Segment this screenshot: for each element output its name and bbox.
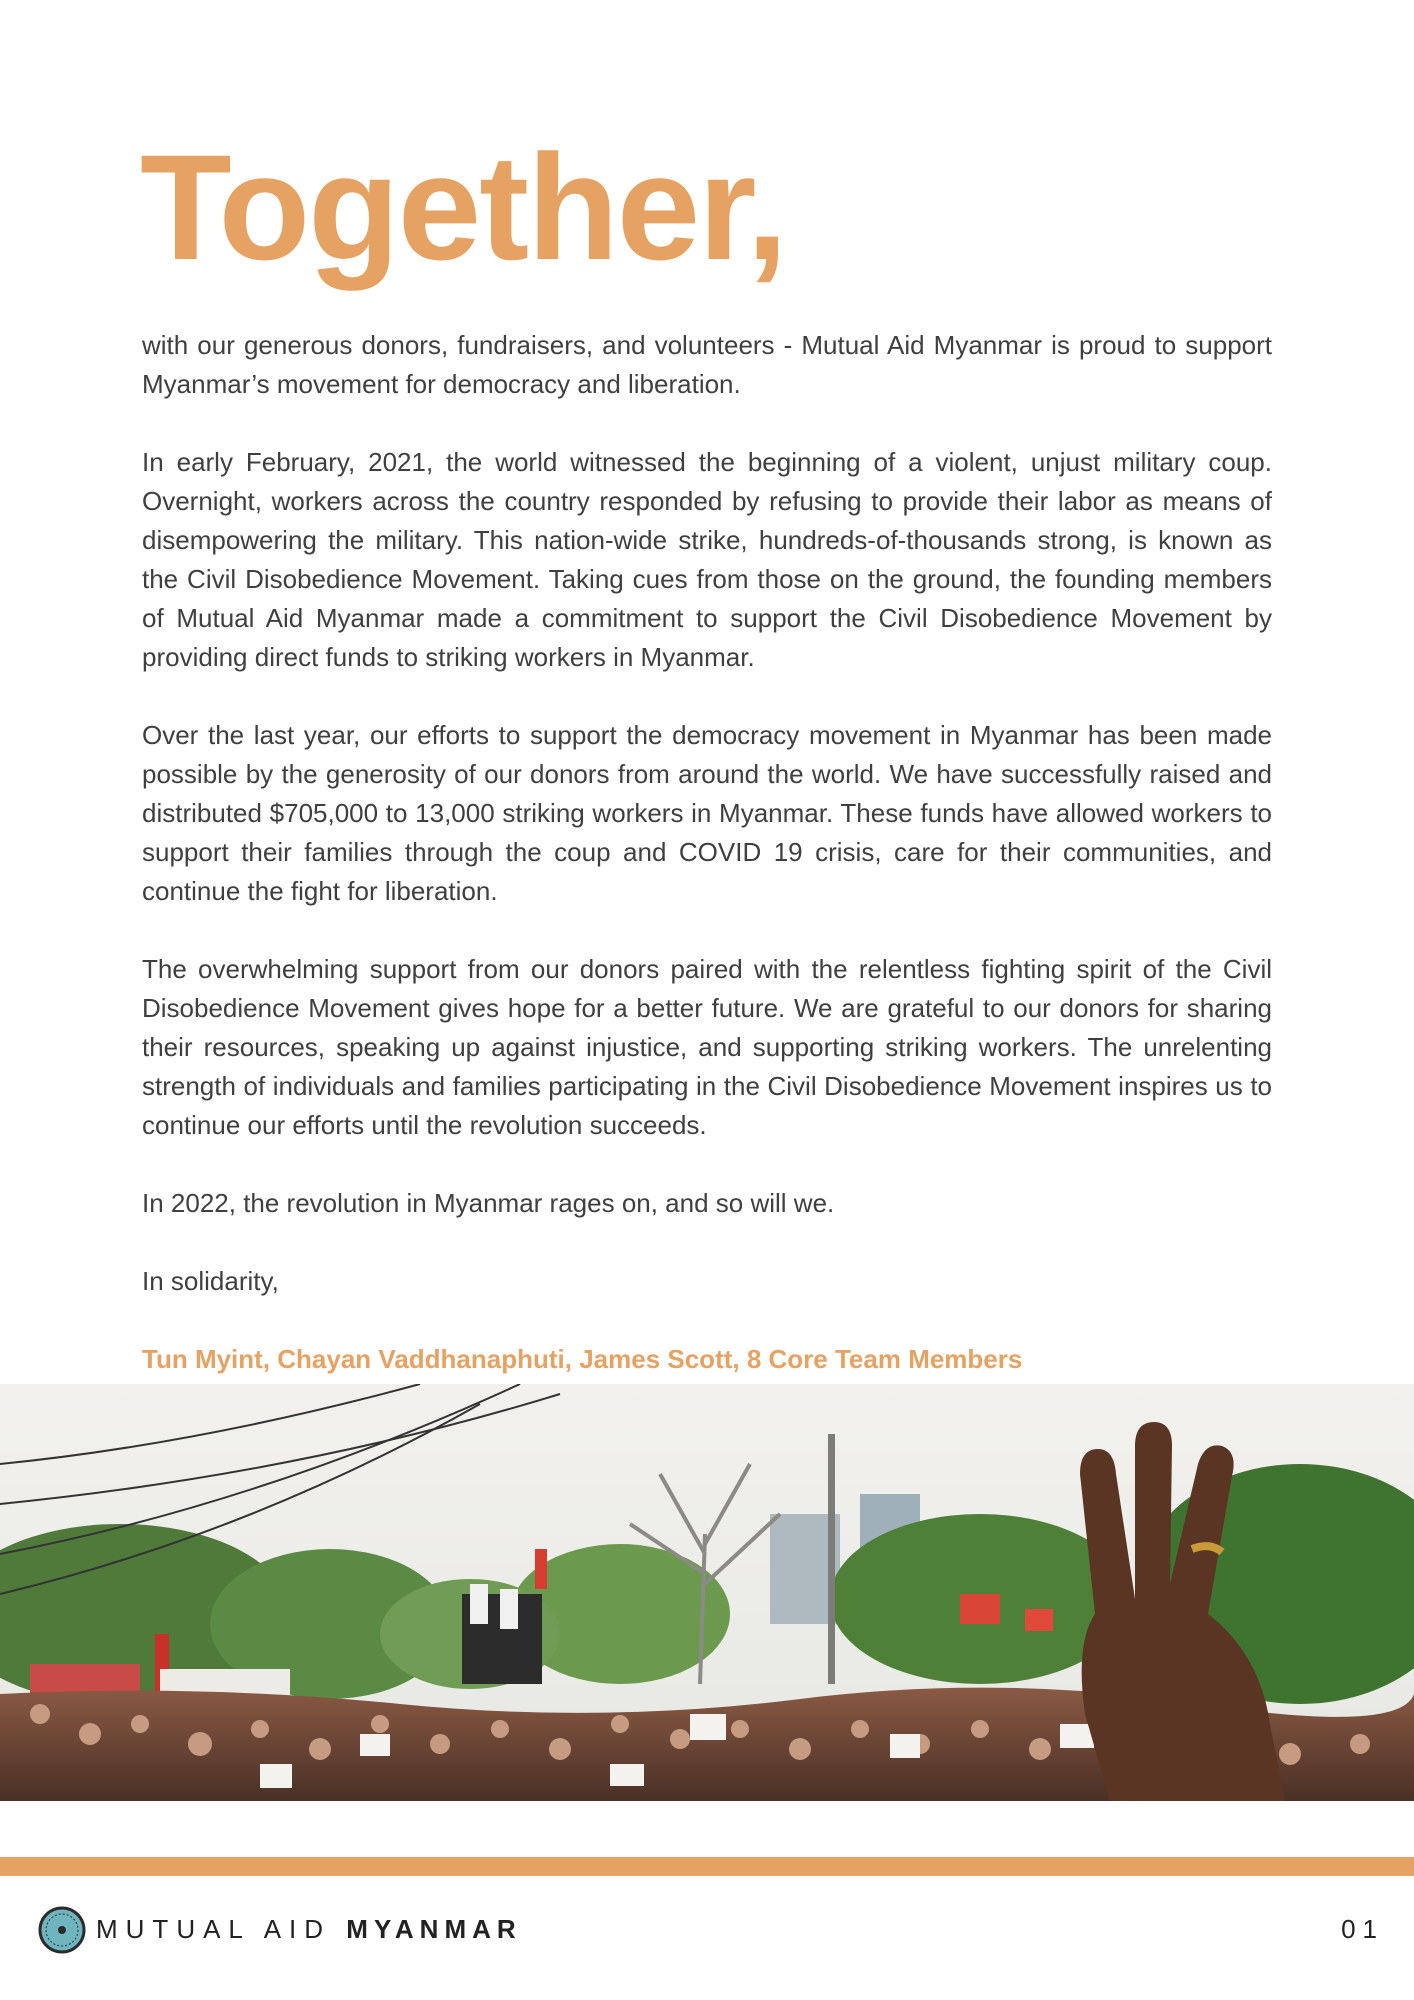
letter-body: [142, 326, 1272, 1418]
paragraph-gratitude: The overwhelming support from our donors paired with the relentless fighting spirit of the Civil Disobedience Movement gives hope for a better future. We are grateful to our donors for sharing their resources, speaking up against injustice, and supporting striking workers. The unrelenting strength of individuals and families participating in the Civil Disobedience Movement inspires us to continue our efforts until the revolution succeeds.: [142, 954, 1272, 1140]
paragraph-funds: Over the last year, our efforts to support the democracy movement in Myanmar has been made possible by the generosity of our donors from around the world. We have successfully raised and distributed $705,000 to 13,000 striking workers in Myanmar. These funds have allowed workers to support their families through the coup and COVID 19 crisis, care for their communities, and continue the fight for liberation.: [142, 720, 1272, 906]
mutual-aid-myanmar-logo-icon: [38, 1906, 86, 1954]
paragraph-intro: with our generous donors, fundraisers, and volunteers - Mutual Aid Myanmar is proud to support Myanmar’s movement for democracy and liberation.: [142, 330, 1272, 399]
headline: Together,: [140, 123, 786, 291]
page-number: 01: [1341, 1914, 1384, 1944]
brand-bold: MYANMAR: [346, 1914, 522, 1944]
signers: Tun Myint, Chayan Vaddhanaphuti, James Scott, 8 Core Team Members: [142, 1344, 1023, 1374]
paragraph-coup: In early February, 2021, the world witnessed the beginning of a violent, unjust military coup. Overnight, workers across the country responded by refusing to provide their labor as means of disempowering the military. This nation-wide strike, hundreds-of-thousands strong, is known as the Civil Disobedience Movement. Taking cues from those on the ground, the founding members of Mutual Aid Myanmar made a commitment to support the Civil Disobedience Movement by providing direct funds to striking workers in Myanmar.: [142, 447, 1272, 672]
paragraph-2022: In 2022, the revolution in Myanmar rages on, and so will we.: [142, 1188, 835, 1218]
brand-light: MUTUAL AID: [96, 1914, 332, 1944]
footer-accent-bar: [0, 1857, 1414, 1876]
footer-brand: [96, 1914, 522, 1945]
signoff: In solidarity,: [142, 1266, 279, 1296]
protest-photo: [0, 1384, 1414, 1801]
